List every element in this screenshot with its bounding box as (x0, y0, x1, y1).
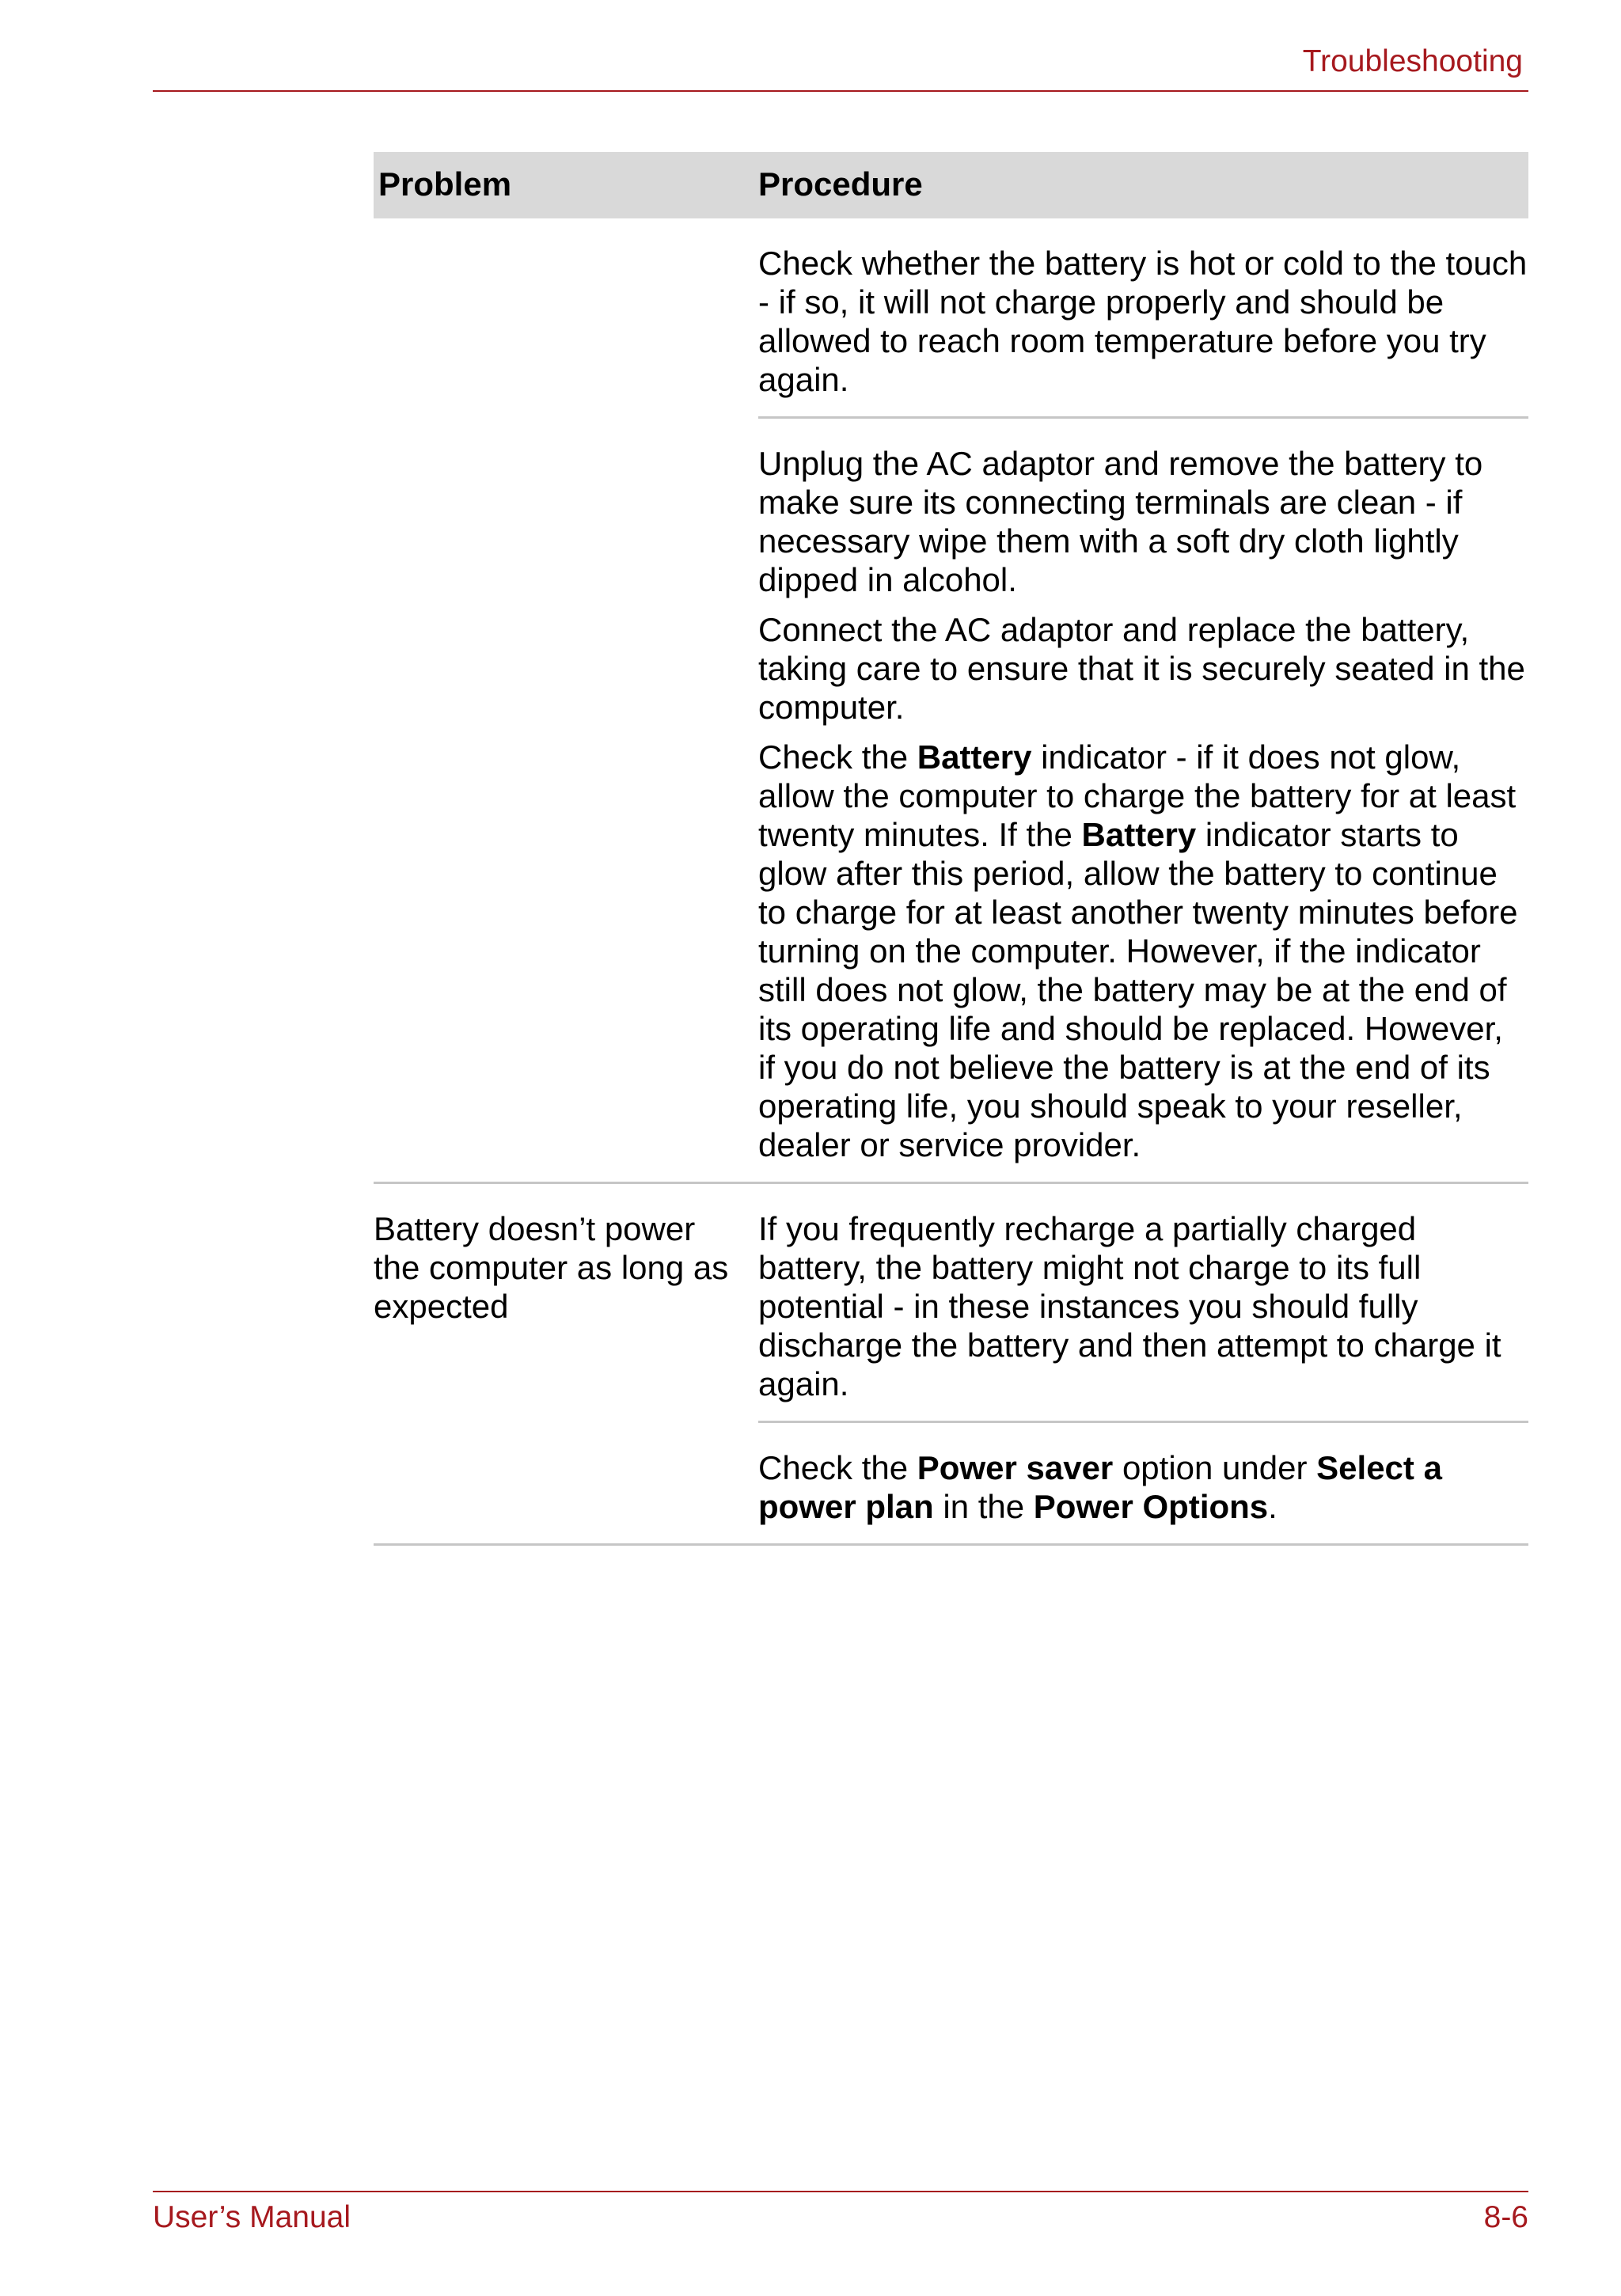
procedure-cell (758, 1184, 1528, 1423)
procedure-paragraph: Check whether the battery is hot or cold to the touch - if so, it will not charge properly and should be allowed to reach room temperature before you try again. (758, 245, 1528, 398)
procedure-column (758, 1184, 1528, 1543)
column-header-problem: Problem (378, 165, 512, 203)
footer-page-number: 8-6 (1483, 2200, 1528, 2234)
header-rule (153, 90, 1528, 92)
footer-rule (153, 2191, 1528, 2192)
table-row (374, 218, 1528, 1184)
procedure-cell (758, 419, 1528, 1182)
troubleshooting-table (374, 152, 1528, 1546)
problem-cell: Battery doesn’t power the computer as long as expected (374, 1210, 729, 1325)
header-section-title: Troubleshooting (1302, 44, 1523, 78)
procedure-paragraph: Check the Battery indicator - if it does not glow, allow the computer to charge the battery for at least twenty minutes. If the Battery indicator starts to glow after this period, allow the battery to continue to charge for at least another twenty minutes before turning on the computer. However, if the indicator still does not glow, the battery may be at the end of its operating life and should be replaced. However, if you do not believe the battery is at the end of its operating life, you should speak to your reseller, dealer or service provider. (758, 738, 1518, 1163)
problem-cell (374, 218, 746, 244)
footer-manual-name: User’s Manual (153, 2200, 351, 2234)
procedure-column (758, 218, 1528, 1182)
power-options-term: Power Options (1033, 1488, 1269, 1525)
procedure-cell (758, 1423, 1528, 1543)
procedure-paragraph: Connect the AC adaptor and replace the battery, taking care to ensure that it is securely seated in the computer. (758, 611, 1525, 726)
procedure-paragraph: Check the Power saver option under Select a power plan in the Power Options. (758, 1449, 1442, 1525)
procedure-cell (758, 218, 1528, 419)
table-header (374, 152, 1528, 218)
power-saver-term: Power saver (917, 1449, 1114, 1486)
procedure-paragraph: If you frequently recharge a partially charged battery, the battery might not charge to its full potential - in these instances you should fully discharge the battery and then attempt to charge it again. (758, 1210, 1501, 1402)
battery-indicator-term: Battery (1081, 816, 1197, 853)
procedure-paragraph: Unplug the AC adaptor and remove the battery to make sure its connecting terminals are clean - if necessary wipe them with a soft dry cloth lightly dipped in alcohol. (758, 445, 1483, 598)
select-power-plan-term: Select a power plan (758, 1449, 1442, 1525)
table-row (374, 1184, 1528, 1546)
battery-indicator-term: Battery (917, 738, 1032, 776)
column-header-procedure: Procedure (758, 165, 923, 203)
